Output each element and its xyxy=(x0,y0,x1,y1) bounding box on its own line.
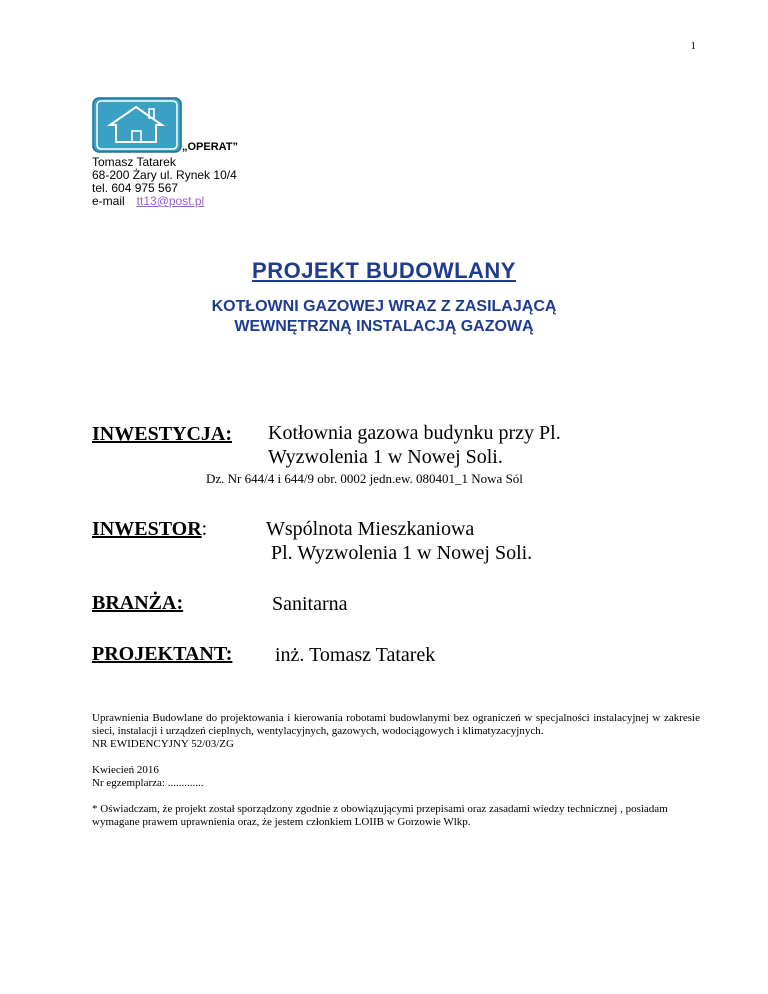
investor-line-2: Pl. Wyzwolenia 1 w Nowej Soli. xyxy=(271,542,533,564)
subtitle-line-1: KOTŁOWNI GAZOWEJ WRAZ Z ZASILAJĄCĄ xyxy=(211,298,557,315)
company-name: „OPERAT” xyxy=(182,141,239,153)
investment-label: INWESTYCJA: xyxy=(92,423,233,445)
subtitle-line-2: WEWNĘTRZNĄ INSTALACJĄ GAZOWĄ xyxy=(234,318,534,335)
document-date: Kwiecień 2016 xyxy=(92,764,159,776)
email-link[interactable]: tt13@post.pl xyxy=(136,194,205,208)
branch-label: BRANŻA: xyxy=(92,592,184,614)
contact-address: 68-200 Żary ul. Rynek 10/4 xyxy=(92,168,237,182)
investor-label: INWESTOR xyxy=(92,518,202,540)
qualifications-text: Uprawnienia Budowlane do projektowania i kierowania robotami budowlanymi bez ograniczeń w specjalności instalacyjnej w zakresie sieci, instalacji i urządzeń cieplnych, wentylacyjnych, gazowych, wodociągowych i klimatyzacyjnych. xyxy=(92,712,700,737)
designer-label: PROJEKTANT: xyxy=(92,643,233,665)
investment-value xyxy=(268,421,561,469)
parcel-info: Dz. Nr 644/4 i 644/9 obr. 0002 jedn.ew. 080401_1 Nowa Sól xyxy=(206,471,523,486)
notes-block xyxy=(92,712,700,829)
declaration-text: * Oświadczam, że projekt został sporządzony zgodnie z obowiązującymi przepisami oraz zasadami wiedzy technicznej , posiadam wymagane prawem uprawnienia oraz, że jestem członkiem LOIIB w Gorzowie Wlkp. xyxy=(92,803,668,828)
investor-label-row xyxy=(92,518,207,541)
investment-line-1: Kotłownia gazowa budynku przy Pl. xyxy=(268,422,561,444)
email-label: e-mail xyxy=(92,194,125,208)
document-subtitle xyxy=(0,297,768,337)
page-number: 1 xyxy=(690,40,696,52)
designer-value: inż. Tomasz Tatarek xyxy=(275,644,436,666)
contact-name: Tomasz Tatarek xyxy=(92,155,176,169)
investment-line-2: Wyzwolenia 1 w Nowej Soli. xyxy=(268,446,503,468)
contact-block xyxy=(92,156,237,208)
house-logo-icon xyxy=(92,97,182,153)
contact-email-row xyxy=(92,195,237,208)
contact-phone: tel. 604 975 567 xyxy=(92,181,179,195)
registry-number: NR EWIDENCYJNY 52/03/ZG xyxy=(92,738,234,750)
investor-colon: : xyxy=(201,518,208,540)
document-title: PROJEKT BUDOWLANY xyxy=(252,258,516,283)
branch-value: Sanitarna xyxy=(272,593,348,615)
investor-value xyxy=(266,517,532,565)
copy-number: Nr egzemplarza: ............. xyxy=(92,777,204,789)
investor-line-1: Wspólnota Mieszkaniowa xyxy=(266,518,475,540)
